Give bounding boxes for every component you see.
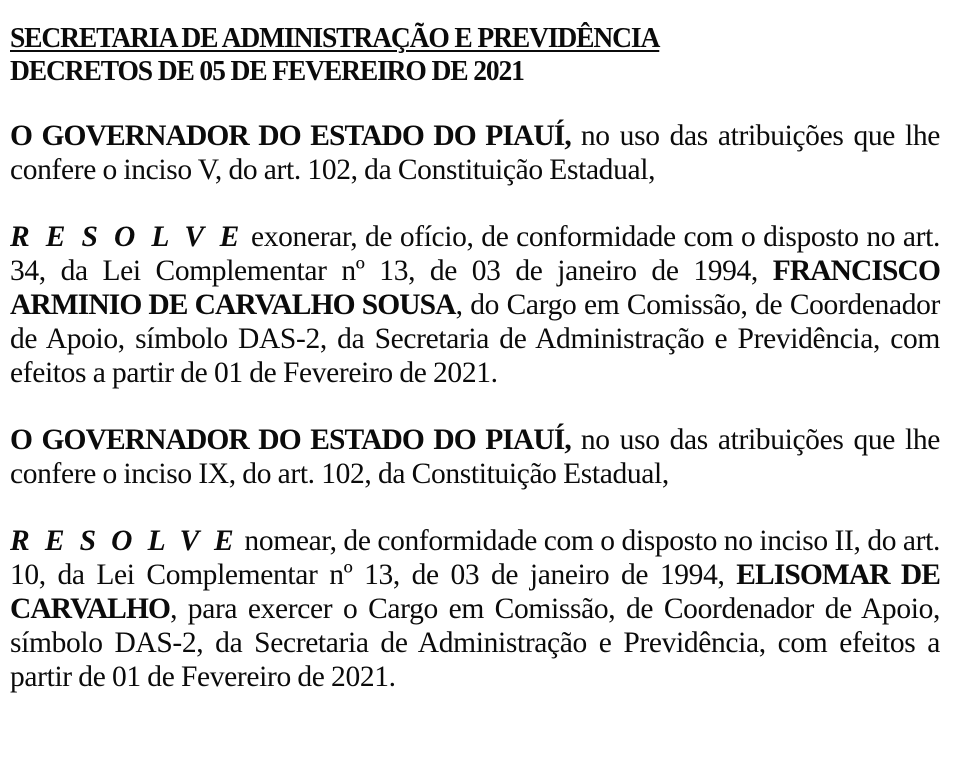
- decree2-preamble-text: no uso das atribuições que lhe confere o inciso IX, do art. 102, da Constituição Estadual,: [10, 424, 940, 490]
- decree2-governor-label: O GOVERNADOR DO ESTADO DO PIAUÍ,: [10, 424, 571, 456]
- decree2-resolution-text-1: nomear, de conformidade com o disposto no inciso II, do art. 10, da Lei Complementar nº 13, de 03 de janeiro de 1994,: [10, 525, 940, 591]
- decree-document: [10, 22, 940, 694]
- decree1-resolution: [10, 220, 940, 390]
- decree1-governor-label: O GOVERNADOR DO ESTADO DO PIAUÍ,: [10, 120, 571, 152]
- decree2-resolution-text-2: , para exercer o Cargo em Comissão, de Coordenador de Apoio, símbolo DAS-2, da Secretaria de Administração e Previdência, com efeitos a partir de 01 de Fevereiro de 2021.: [10, 593, 940, 693]
- decree2-preamble: [10, 423, 940, 491]
- secretariat-title: SECRETARIA DE ADMINISTRAÇÃO E PREVIDÊNCIA: [10, 22, 660, 54]
- decree2-person-name: ELISOMAR DE CARVALHO: [10, 559, 940, 625]
- decree1-resolution-text-1: exonerar, de ofício, de conformidade com o disposto no art. 34, da Lei Complementar nº 13, de 03 de janeiro de 1994,: [10, 221, 940, 287]
- decree1-preamble: [10, 119, 940, 187]
- decree1-preamble-text: no uso das atribuições que lhe confere o inciso V, do art. 102, da Constituição Estadual,: [10, 120, 940, 186]
- decree1-resolve-word: R E S O L V E: [10, 221, 244, 253]
- decrees-date-title: DECRETOS DE 05 DE FEVEREIRO DE 2021: [10, 55, 524, 87]
- decree1-resolution-text-2: , do Cargo em Comissão, de Coordenador de Apoio, símbolo DAS-2, da Secretaria de Administração e Previdência, com efeitos a partir de 01 de Fevereiro de 2021.: [10, 289, 940, 389]
- decree2-resolution: [10, 524, 940, 694]
- decree2-resolve-word: R E S O L V E: [10, 525, 238, 557]
- decree1-person-name: FRANCISCO ARMINIO DE CARVALHO SOUSA: [10, 255, 940, 321]
